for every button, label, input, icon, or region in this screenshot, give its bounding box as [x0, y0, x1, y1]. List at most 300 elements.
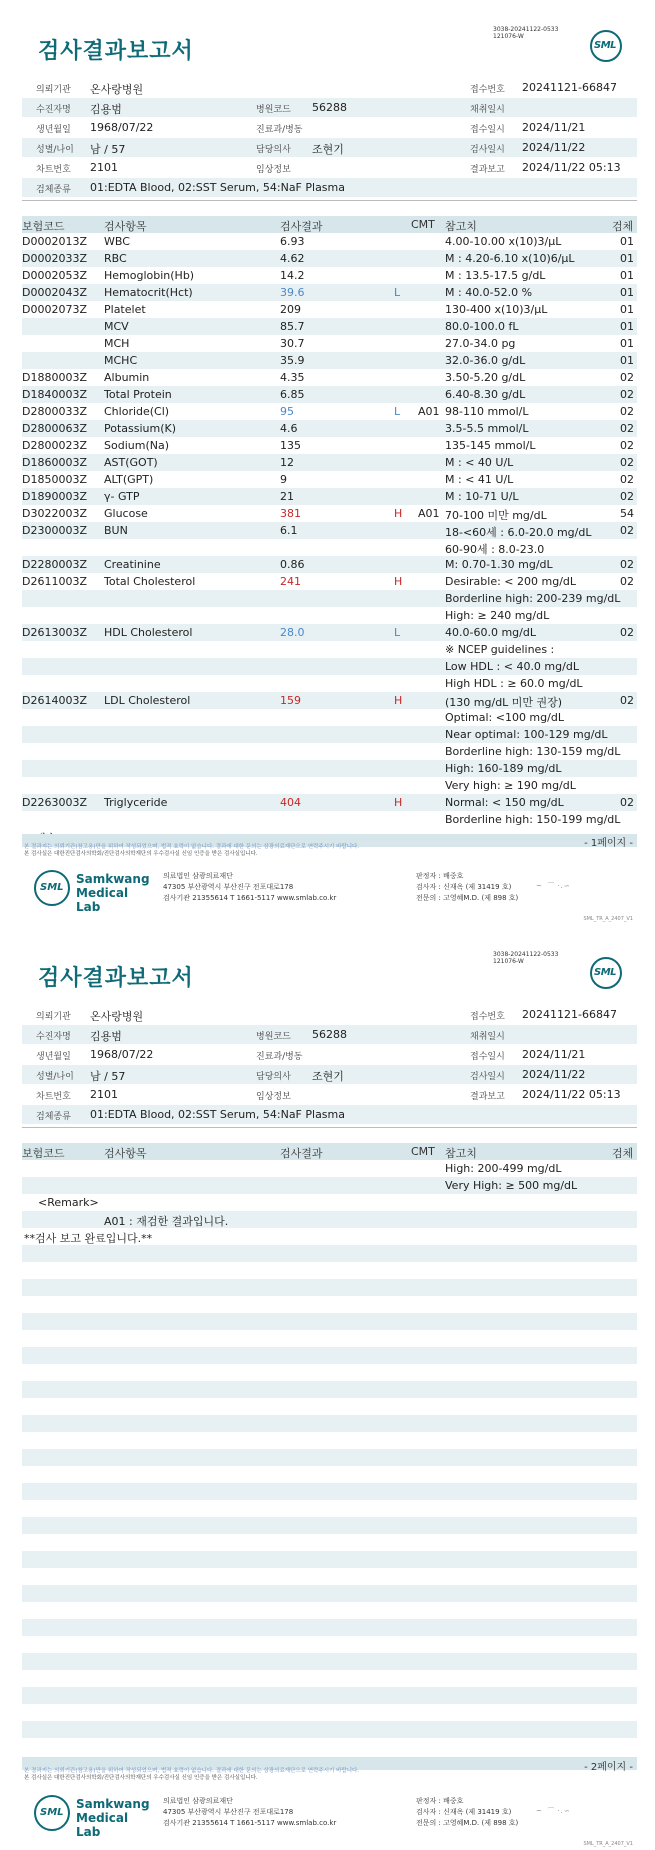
table-row [22, 250, 637, 267]
reference-range: Desirable: < 200 mg/dL [445, 575, 577, 588]
reference-range: 98-110 mmol/L [445, 405, 529, 418]
col-result: 검사결과 [280, 220, 323, 233]
specimen-code: 01 [620, 286, 634, 299]
empty-row [22, 1381, 637, 1398]
label-test-date: 검사일시 [470, 145, 505, 155]
disclaimer-note-p2: 본 결과지는 의뢰기관(참고용)만을 위하여 작성되었으며, 법적 효력이 없습니다. 결과에 대한 문의는 삼광의료재단으로 연락주시기 바랍니다. [24, 1768, 360, 1774]
comment-code: A01 [418, 507, 440, 520]
label-hospital-code: 병원코드 [256, 1032, 291, 1042]
label-chart-no: 차트번호 [36, 165, 71, 175]
specimen-code: 54 [620, 507, 634, 520]
specimen-value: 01:EDTA Blood, 02:SST Serum, 54:NaF Plasma [90, 181, 345, 194]
table-row [22, 641, 637, 658]
empty-row [22, 1279, 637, 1296]
birth-value: 1968/07/22 [90, 121, 154, 134]
specimen-code: 02 [620, 575, 634, 588]
table-row [22, 760, 637, 777]
header-row-patient [22, 98, 637, 117]
test-code: D1880003Z [22, 371, 87, 384]
specimen-code: 02 [620, 694, 634, 707]
empty-row [22, 1517, 637, 1534]
col-name: 검사항목 [104, 1147, 147, 1160]
test-name: Hematocrit(Hct) [104, 286, 193, 299]
test-code: D2800033Z [22, 405, 87, 418]
reference-range: M : < 40 U/L [445, 456, 514, 469]
test-code: D3022003Z [22, 507, 87, 520]
test-result: 9 [280, 473, 287, 486]
company-contact-p2: 검사기관 21355614 T 1661-5117 www.smlab.co.kr [163, 1819, 337, 1827]
table-row [22, 437, 637, 454]
table-row [22, 369, 637, 386]
test-name: Platelet [104, 303, 146, 316]
header-row-sex-age [22, 138, 637, 157]
reference-range: Very high: ≥ 190 mg/dL [445, 779, 576, 792]
reference-range: 4.00-10.00 x(10)3/µL [445, 235, 562, 248]
test-name: Sodium(Na) [104, 439, 169, 452]
receipt-date-value: 2024/11/21 [522, 121, 586, 134]
specimen-value: 01:EDTA Blood, 02:SST Serum, 54:NaF Plasma [90, 1108, 345, 1121]
specimen-code: 02 [620, 371, 634, 384]
reference-range: M : 13.5-17.5 g/dL [445, 269, 546, 282]
result-flag: L [394, 405, 401, 418]
company-name-line2: Medical Lab [76, 1811, 129, 1839]
reference-range: Borderline high: 150-199 mg/dL [445, 813, 621, 826]
reference-range: 60-90세 : 8.0-23.0 [445, 543, 545, 556]
continued-row-1 [22, 1160, 637, 1177]
company-contact: 검사기관 21355614 T 1661-5117 www.smlab.co.kr [163, 894, 337, 902]
test-result: 0.86 [280, 558, 305, 571]
receipt-no-value: 20241121-66847 [522, 81, 617, 94]
test-code: D2800063Z [22, 422, 87, 435]
test-result: 4.35 [280, 371, 305, 384]
test-result: 35.9 [280, 354, 305, 367]
header-row-institution [22, 78, 637, 97]
table-row [22, 811, 637, 828]
col-cmt: CMT [411, 218, 435, 231]
table-row [22, 743, 637, 760]
reference-range: High: ≥ 240 mg/dL [445, 609, 550, 622]
comment-code: A01 [418, 405, 440, 418]
empty-row [22, 1347, 637, 1364]
header-row-patient-p2 [22, 1025, 637, 1044]
reference-range: Borderline high: 130-159 mg/dL [445, 745, 621, 758]
empty-row [22, 1245, 637, 1262]
test-name: Potassium(K) [104, 422, 177, 435]
report-complete: **검사 보고 완료입니다.** [24, 1232, 153, 1245]
test-name: WBC [104, 235, 130, 248]
empty-row [22, 1313, 637, 1330]
test-date-value: 2024/11/22 [522, 141, 586, 154]
table-row [22, 675, 637, 692]
company-name-line1: Samkwang [76, 872, 150, 886]
test-result: 6.1 [280, 524, 298, 537]
empty-row [22, 1415, 637, 1432]
test-code: D2280003Z [22, 558, 87, 571]
col-cmt: CMT [411, 1145, 435, 1158]
empty-row [22, 1721, 637, 1738]
reference-range: Borderline high: 200-239 mg/dL [445, 592, 621, 605]
label-institution: 의뢰기관 [36, 85, 71, 95]
report-page-2 [0, 925, 655, 1850]
label-receipt-date: 접수일시 [470, 125, 505, 135]
test-code: D2613003Z [22, 626, 87, 639]
report-title: 검사결과보고서 [38, 39, 194, 64]
empty-row [22, 1483, 637, 1500]
report-title-p2: 검사결과보고서 [38, 966, 194, 991]
test-result: 30.7 [280, 337, 305, 350]
reference-range: 18-<60세 : 6.0-20.0 mg/dL [445, 526, 592, 539]
reference-range: (130 mg/dL 미만 권장) [445, 696, 563, 709]
signer-1-p2: 판정자 : 배중호 [416, 1797, 464, 1805]
reference-range: 40.0-60.0 mg/dL [445, 626, 536, 639]
result-flag: L [394, 286, 401, 299]
specimen-code: 01 [620, 320, 634, 333]
remark-title: <Remark> [38, 1196, 99, 1209]
institution-value: 온사랑병원 [90, 83, 144, 96]
test-name: Creatinine [104, 558, 161, 571]
table-row [22, 794, 637, 811]
test-code: D2300003Z [22, 524, 87, 537]
test-name: MCV [104, 320, 129, 333]
sex-age-value: 남 / 57 [90, 1070, 126, 1083]
table-row [22, 335, 637, 352]
sex-age-value: 남 / 57 [90, 143, 126, 156]
doctor-value: 조현기 [312, 143, 344, 156]
header-row-birth-p2 [22, 1045, 637, 1064]
header-divider [22, 200, 637, 201]
reference-range: 130-400 x(10)3/µL [445, 303, 548, 316]
specimen-code: 01 [620, 337, 634, 350]
test-result: 6.93 [280, 235, 305, 248]
ref-value: Very High: ≥ 500 mg/dL [445, 1179, 578, 1192]
company-kr: 의료법인 삼광의료재단 [163, 872, 233, 880]
reference-range: Optimal: <100 mg/dL [445, 711, 564, 724]
receipt-no-value: 20241121-66847 [522, 1008, 617, 1021]
reference-range: M : < 41 U/L [445, 473, 514, 486]
header-row-specimen [22, 178, 637, 197]
test-code: D2611003Z [22, 575, 87, 588]
test-name: Hemoglobin(Hb) [104, 269, 195, 282]
reference-range: High HDL : ≥ 60.0 mg/dL [445, 677, 583, 690]
test-name: AST(GOT) [104, 456, 158, 469]
table-row [22, 539, 637, 556]
signer-1: 판정자 : 배중호 [416, 872, 464, 880]
report-date-value: 2024/11/22 05:13 [522, 161, 621, 174]
col-spec: 검체 [612, 220, 634, 233]
test-name: Albumin [104, 371, 150, 384]
label-department: 진료과/병동 [256, 125, 303, 135]
label-collect-date: 채취일시 [470, 105, 505, 115]
specimen-code: 02 [620, 405, 634, 418]
table-row [22, 607, 637, 624]
test-result: 21 [280, 490, 294, 503]
test-name: Glucose [104, 507, 148, 520]
reference-range: ※ NCEP guidelines : [445, 643, 555, 656]
reference-range: High: 160-189 mg/dL [445, 762, 562, 775]
test-result: 159 [280, 694, 301, 707]
header-row-chart-no-p2 [22, 1085, 637, 1104]
specimen-code: 02 [620, 439, 634, 452]
col-code: 보험코드 [22, 220, 65, 233]
company-address-p2: 47305 부산광역시 부산진구 전포대로178 [163, 1808, 294, 1816]
sml-logo-text: SML [594, 40, 617, 51]
test-result: 209 [280, 303, 301, 316]
test-code: D1840003Z [22, 388, 87, 401]
company-kr-p2: 의료법인 삼광의료재단 [163, 1797, 233, 1805]
continued-row-2 [22, 1177, 637, 1194]
patient-value: 김용범 [90, 1030, 122, 1043]
footer-logo-text: SML [40, 882, 64, 893]
header-row-sex-age-p2 [22, 1065, 637, 1084]
reference-range: Near optimal: 100-129 mg/dL [445, 728, 608, 741]
reference-range: 27.0-34.0 pg [445, 337, 516, 350]
label-sex-age: 성별/나이 [36, 145, 74, 155]
test-result: 381 [280, 507, 301, 520]
reference-range: M: 0.70-1.30 mg/dL [445, 558, 553, 571]
label-hospital-code: 병원코드 [256, 105, 291, 115]
test-result: 85.7 [280, 320, 305, 333]
col-ref: 참고치 [445, 1147, 477, 1160]
label-receipt-date: 접수일시 [470, 1052, 505, 1062]
table-row [22, 301, 637, 318]
label-specimen: 검체종류 [36, 185, 71, 195]
remark-title-row [22, 1194, 637, 1211]
test-code: D2263003Z [22, 796, 87, 809]
company-address: 47305 부산광역시 부산진구 전포대로178 [163, 883, 294, 891]
test-code: D0002033Z [22, 252, 87, 265]
sml-logo-text-p2: SML [594, 967, 617, 978]
empty-row [22, 1449, 637, 1466]
reference-range: 6.40-8.30 g/dL [445, 388, 526, 401]
form-code-p2: SML_TR_A_2407_V1 [583, 1841, 633, 1847]
table-row [22, 709, 637, 726]
table-row [22, 403, 637, 420]
label-sex-age: 성별/나이 [36, 1072, 74, 1082]
company-name-line2: Medical Lab [76, 886, 129, 914]
ref-value: High: 200-499 mg/dL [445, 1162, 562, 1175]
table-row [22, 420, 637, 437]
table-row [22, 658, 637, 675]
test-result: 12 [280, 456, 294, 469]
signer-3: 전문의 : 고영혜M.D. (제 898 호) [416, 894, 519, 902]
reference-range: Normal: < 150 mg/dL [445, 796, 564, 809]
reference-range: 3.5-5.5 mmol/L [445, 422, 529, 435]
test-result: 4.62 [280, 252, 305, 265]
label-report-date: 결과보고 [470, 1092, 505, 1102]
label-collect-date: 채취일시 [470, 1032, 505, 1042]
test-result: 6.85 [280, 388, 305, 401]
test-result: 39.6 [280, 286, 305, 299]
label-patient: 수진자명 [36, 105, 71, 115]
handwritten-signature: ~ ⌒ ·.∽ [536, 882, 571, 890]
receipt-date-value: 2024/11/21 [522, 1048, 586, 1061]
reference-range: 80.0-100.0 fL [445, 320, 519, 333]
test-code: D2800023Z [22, 439, 87, 452]
reference-range: 32.0-36.0 g/dL [445, 354, 526, 367]
doctor-value: 조현기 [312, 1070, 344, 1083]
certification-note: 본 검사실은 대한진단검사의학회/진단검사의학재단의 우수검사실 신임 인증을 받은 검사실입니다. [24, 851, 258, 857]
empty-row [22, 1653, 637, 1670]
result-flag: H [394, 575, 403, 588]
table-row [22, 233, 637, 250]
test-name: ALT(GPT) [104, 473, 154, 486]
label-doctor: 담당의사 [256, 1072, 291, 1082]
specimen-code: 02 [620, 796, 634, 809]
report-date-value: 2024/11/22 05:13 [522, 1088, 621, 1101]
result-flag: H [394, 694, 403, 707]
empty-row [22, 1687, 637, 1704]
test-code: D1890003Z [22, 490, 87, 503]
test-name: Triglyceride [104, 796, 168, 809]
label-receipt-no: 접수번호 [470, 85, 505, 95]
header-row-specimen-p2 [22, 1105, 637, 1124]
remark-line-row [22, 1211, 637, 1228]
hospital-code-value: 56288 [312, 101, 347, 114]
label-department: 진료과/병동 [256, 1052, 303, 1062]
table-row [22, 624, 637, 641]
table-row [22, 505, 637, 522]
chart-no-value: 2101 [90, 161, 118, 174]
label-clinical-info: 임상정보 [256, 165, 291, 175]
col-ref: 참고치 [445, 220, 477, 233]
specimen-code: 01 [620, 354, 634, 367]
patient-value: 김용범 [90, 103, 122, 116]
test-name: BUN [104, 524, 128, 537]
signer-2: 검사자 : 신재옥 (제 31419 호) [416, 883, 512, 891]
table-row [22, 692, 637, 709]
institution-value: 온사랑병원 [90, 1010, 144, 1023]
table-row [22, 590, 637, 607]
table-row [22, 488, 637, 505]
col-result: 검사결과 [280, 1147, 323, 1160]
results-column-header [22, 216, 637, 233]
handwritten-signature-p2: ~ ⌒ ·.∽ [536, 1807, 571, 1815]
doc-code-1-p2: 3038-20241122-0533 [493, 951, 559, 958]
test-name: HDL Cholesterol [104, 626, 193, 639]
test-name: Total Cholesterol [104, 575, 196, 588]
label-specimen: 검체종류 [36, 1112, 71, 1122]
table-row [22, 267, 637, 284]
specimen-code: 02 [620, 490, 634, 503]
specimen-code: 02 [620, 473, 634, 486]
chart-no-value: 2101 [90, 1088, 118, 1101]
test-code: D2614003Z [22, 694, 87, 707]
test-code: D0002013Z [22, 235, 87, 248]
specimen-code: 01 [620, 269, 634, 282]
test-name: Chloride(Cl) [104, 405, 170, 418]
test-code: D0002043Z [22, 286, 87, 299]
doc-code-2: 121076-W [493, 33, 524, 40]
specimen-code: 02 [620, 388, 634, 401]
test-name: Total Protein [104, 388, 172, 401]
table-row [22, 471, 637, 488]
test-code: D1850003Z [22, 473, 87, 486]
table-row [22, 573, 637, 590]
signer-2-p2: 검사자 : 신재옥 (제 31419 호) [416, 1808, 512, 1816]
table-row [22, 318, 637, 335]
reference-range: Low HDL : < 40.0 mg/dL [445, 660, 579, 673]
reference-range: M : 10-71 U/L [445, 490, 519, 503]
label-patient: 수진자명 [36, 1032, 71, 1042]
reference-range: 70-100 미만 mg/dL [445, 509, 547, 522]
specimen-code: 02 [620, 456, 634, 469]
specimen-code: 01 [620, 235, 634, 248]
label-clinical-info: 임상정보 [256, 1092, 291, 1102]
table-row [22, 284, 637, 301]
page-number: - 1페이지 - [584, 838, 633, 849]
test-name: MCHC [104, 354, 138, 367]
table-row [22, 726, 637, 743]
test-result: 14.2 [280, 269, 305, 282]
hospital-code-value: 56288 [312, 1028, 347, 1041]
remark-line: A01 : 재검한 결과입니다. [104, 1215, 229, 1228]
specimen-code: 02 [620, 422, 634, 435]
test-result: 28.0 [280, 626, 305, 639]
label-test-date: 검사일시 [470, 1072, 505, 1082]
disclaimer-note: 본 결과지는 의뢰기관(참고용)만을 위하여 작성되었으며, 법적 효력이 없습니다. 결과에 대한 문의는 삼광의료재단으로 연락주시기 바랍니다. [24, 844, 360, 850]
sml-logo-p2 [590, 957, 624, 991]
specimen-code: 01 [620, 303, 634, 316]
result-flag: L [394, 626, 401, 639]
doc-code-1: 3038-20241122-0533 [493, 26, 559, 33]
test-code: D1860003Z [22, 456, 87, 469]
doc-code-2-p2: 121076-W [493, 958, 524, 965]
col-spec: 검체 [612, 1147, 634, 1160]
label-birth: 생년월일 [36, 125, 71, 135]
test-code: D0002053Z [22, 269, 87, 282]
table-row [22, 454, 637, 471]
header-row-institution-p2 [22, 1005, 637, 1024]
sml-logo [590, 30, 624, 64]
test-result: 135 [280, 439, 301, 452]
empty-row [22, 1585, 637, 1602]
result-flag: H [394, 796, 403, 809]
test-date-value: 2024/11/22 [522, 1068, 586, 1081]
test-result: 404 [280, 796, 301, 809]
result-flag: H [394, 507, 403, 520]
reference-range: 3.50-5.20 g/dL [445, 371, 526, 384]
label-chart-no: 차트번호 [36, 1092, 71, 1102]
results-column-header-p2 [22, 1143, 637, 1160]
table-row [22, 386, 637, 403]
test-name: LDL Cholesterol [104, 694, 191, 707]
table-row [22, 556, 637, 573]
page-number-p2: - 2페이지 - [584, 1762, 633, 1773]
certification-note-p2: 본 검사실은 대한진단검사의학회/진단검사의학재단의 우수검사실 신임 인증을 받은 검사실입니다. [24, 1775, 258, 1781]
table-row [22, 352, 637, 369]
col-name: 검사항목 [104, 220, 147, 233]
empty-row [22, 1619, 637, 1636]
report-complete-row [22, 1228, 637, 1245]
test-name: RBC [104, 252, 127, 265]
test-name: MCH [104, 337, 130, 350]
test-name: γ- GTP [104, 490, 140, 503]
form-code: SML_TR_A_2407_V1 [583, 916, 633, 922]
test-result: 95 [280, 405, 294, 418]
specimen-code: 02 [620, 558, 634, 571]
col-code: 보험코드 [22, 1147, 65, 1160]
company-name-line1: Samkwang [76, 1797, 150, 1811]
specimen-code: 01 [620, 252, 634, 265]
empty-row [22, 1551, 637, 1568]
header-row-birth [22, 118, 637, 137]
reference-range: M : 40.0-52.0 % [445, 286, 533, 299]
header-divider-p2 [22, 1127, 637, 1128]
signer-3-p2: 전문의 : 고영혜M.D. (제 898 호) [416, 1819, 519, 1827]
label-birth: 생년월일 [36, 1052, 71, 1062]
birth-value: 1968/07/22 [90, 1048, 154, 1061]
test-code: D0002073Z [22, 303, 87, 316]
